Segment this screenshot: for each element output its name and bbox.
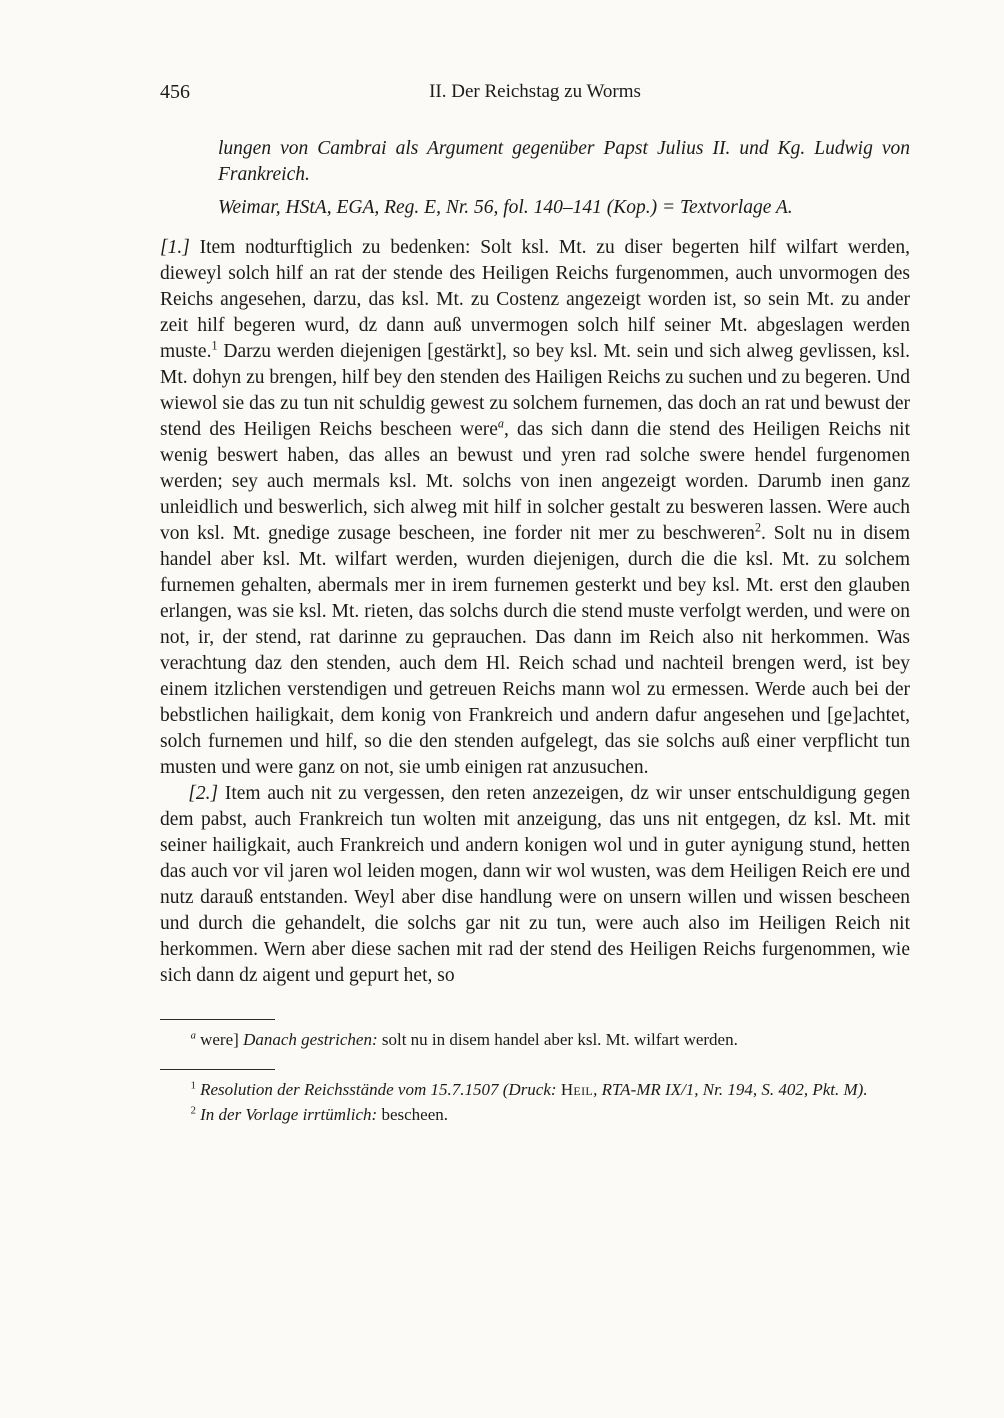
paragraph-2: [2.] Item auch nit zu vergessen, den reten anzezeigen, dz wir unser entschuldigung gegen dem pabst, auch Frankreich tun wolten mit anzeigung, das uns nit entgegen, dz ksl. Mt. mit seiner hailigkait, auch Frankreich und andern konigen wol und in guter aynigung stund, hetten das auch vor vil jaren wol leiden mogen, dann wir wol wusten, was dem Heiligen Reich ere und nutz darauß entstanden. Weyl aber dise handlung were on unsern willen und wissen bescheen und durch die gehandelt, die solchs gar nit zu tun, were auch also im Heiligen Reich nit herkommen. Wern aber diese sachen mit rad der stend des Heiligen Reichs furgenommen, wie sich dann dz aigent und gepurt het, so [160, 783, 910, 986]
apparatus-note-a: $^a$ were] Danach gestrichen: solt nu in disem handel aber ksl. Mt. wilfart werden. [190, 1030, 738, 1049]
footnote-1: $^1$ Resolution der Reichsstände vom 15.7.1507 (Druck: Heil, RTA-MR IX/1, Nr. 194, S. 402, Pkt. M). [190, 1080, 868, 1099]
footnote-2: $^2$ In der Vorlage irrtümlich: bescheen. [190, 1105, 448, 1124]
document-head [218, 136, 910, 221]
running-title: II. Der Reichstag zu Worms [429, 81, 641, 102]
summary-continuation: lungen von Cambrai als Argument gegenüber Papst Julius II. und Kg. Ludwig von Frankreich. [218, 138, 910, 185]
apparatus-divider [160, 1019, 275, 1020]
page-header [160, 80, 910, 104]
page-number: 456 [160, 81, 190, 103]
footnote-area [160, 1019, 910, 1126]
source-reference: Weimar, HStA, EGA, Reg. E, Nr. 56, fol. 140–141 (Kop.) = Textvorlage A. [218, 197, 793, 218]
footnote-divider [160, 1069, 275, 1070]
main-text [160, 235, 910, 989]
paragraph-1: [1.] Item nodturftiglich zu bedenken: Solt ksl. Mt. zu diser begerten hilf wilfart werden, dieweyl solch hilf an rat der stende des Heiligen Reichs furgenommen, auch unvormogen des Reichs angesehen, darzu, das ksl. Mt. zu Costenz angezeigt worden ist, so sein Mt. zu ander zeit hilf begeren wurd, dz dann auß unvermogen solch hilf seiner Mt. abgeslagen werden muste.$^1$ Darzu werden diejenigen [gestärkt], so bey ksl. Mt. sein und sich alweg gevlissen, ksl. Mt. dohyn zu brengen, hilf bey den stenden des Hailigen Reichs zu suchen und zu begeren. Und wiewol sie das zu tun nit schuldig gewest zu solchem furnemen, das doch an rat und bewust der stend des Heiligen Reichs bescheen were$^a$, das sich dann die stend des Heiligen Reichs nit wenig beswert haben, das alles an bewust und yren rad solche swere hendel furgenomen werden; sey auch mermals ksl. Mt. solchs von inen angezeigt worden. Darumb inen ganz unleidlich und beswerlich, sich alweg mit hilf in solcher gestalt zu besweren lassen. Were auch von ksl. Mt. gnedige zusage bescheen, ine forder nit mer zu beschweren$^2$. Solt nu in disem handel aber ksl. Mt. wilfart werden, wurden diejenigen, durch die die ksl. Mt. zu solchem furnemen gehalten, abermals mer in irem furnemen gesterkt und bey ksl. Mt. erst den glauben erlangen, was sie ksl. Mt. rieten, das solchs durch die stend muste verfolgt werden, und were on not, ir, der stend, rat darinne zu geprauchen. Das dann im Reich also nit herkommen. Was verachtung daz den stenden, auch dem Hl. Reich schad und nachteil brengen werd, ist bey einem itzlichen verstendigen und getreuen Reichs mann wol zu ermessen. Werde auch bei der bebstlichen hailigkait, dem konig von Frankreich und andern dafur angesehen und [ge]achtet, solch furnemen und hilf, so die den stenden aufgelegt, das sie solchs auß einer verpflicht tun musten und were ganz on not, sie umb einigen rat anzusuchen. [160, 237, 911, 778]
